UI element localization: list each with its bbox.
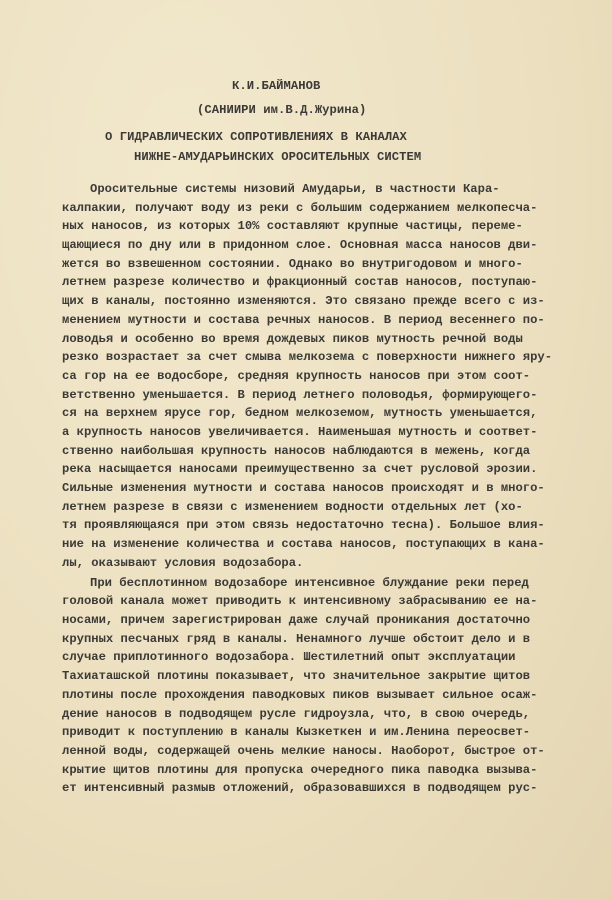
text-line: резко возрастает за счет смыва мелкозема с поверхности нижнего яру- [62, 350, 553, 365]
text-line: Сильные изменения мутности и состава наносов происходят и в много- [62, 481, 545, 495]
text-line: ся на верхнем ярусе гор, бедном мелкоземом, мутность уменьшается, [62, 406, 538, 421]
text-line: ет интенсивный размыв отложений, образовавшихся в подводящем рус- [62, 781, 538, 796]
text-line: щающиеся по дну или в придонном слое. Основная масса наносов дви- [62, 238, 538, 253]
text-line: ние на изменение количества и состава наносов, поступающих в кана- [62, 537, 545, 552]
document-body [62, 180, 552, 798]
text-line: са гор на ее водосборе, средняя крупность наносов при этом соот- [62, 368, 531, 383]
text-line: крупных песчаных гряд в каналы. Ненамного лучше обстоит дело и в [62, 631, 531, 646]
text-line: При бесплотинном водозаборе интенсивное блуждание реки перед [90, 575, 529, 590]
title-line-2: НИЖНЕ-АМУДАРЬИНСКИХ ОРОСИТЕЛЬНЫХ СИСТЕМ [134, 150, 422, 164]
text-line: летнем разрезе количество и фракционный состав наносов, поступаю- [62, 275, 538, 290]
author-affiliation: (САНИИРИ им.В.Д.Журина) [197, 103, 367, 117]
text-line: ных наносов, из которых 10% составляют крупные частицы, переме- [62, 219, 523, 234]
text-line: а крупность наносов увеличивается. Наименьшая мутность и соответ- [62, 424, 538, 439]
text-line: случае приплотинного водозабора. Шестилетний опыт эксплуатации [62, 650, 516, 665]
text-line: лы, оказывают условия водозабора. [62, 555, 304, 570]
text-line: крытие щитов плотины для пропуска очередного пика паводка вызыва- [62, 762, 538, 777]
text-line: носами, причем зарегистрирован даже случай проникания достаточно [62, 613, 531, 628]
text-line: Тахиаташской плотины показывает, что значительное закрытие щитов [62, 669, 531, 684]
text-line: плотины после прохождения паводковых пиков вызывает сильное осаж- [62, 687, 538, 702]
text-line: калпакии, получают воду из реки с большим содержанием мелкопесча- [62, 200, 538, 215]
author-name: К.И.БАЙМАНОВ [232, 79, 321, 93]
text-line: менением мутности и состава речных наносов. В период весеннего по- [62, 312, 545, 327]
text-line: щих в каналы, постоянно изменяются. Это связано прежде всего с из- [62, 294, 545, 309]
text-line: дение наносов в подводящем русле гидроузла, что, в свою очередь, [62, 706, 531, 721]
title-line-1: О ГИДРАВЛИЧЕСКИХ СОПРОТИВЛЕНИЯХ В КАНАЛАХ [105, 130, 407, 144]
text-line: приводит к поступлению в каналы Кызкеткен и им.Ленина переосвет- [62, 725, 531, 740]
text-line: головой канала может приводить к интенсивному забрасыванию ее на- [62, 594, 538, 609]
text-line: жется во взвешенном состоянии. Однако во внутригодовом и много- [62, 256, 523, 271]
text-line: ловодья и особенно во время дождевых пиков мутность речной воды [62, 331, 523, 346]
text-line: река насыщается наносами преимущественно за счет русловой эрозии. [62, 462, 538, 477]
paragraph [62, 574, 552, 798]
text-line: ленной воды, содержащей очень мелкие наносы. Наоборот, быстрое от- [62, 743, 545, 758]
paragraph [62, 180, 552, 572]
text-line: ветственно уменьшается. В период летнего половодья, формирующего- [62, 387, 538, 402]
text-line: тя проявляющаяся при этом связь недостаточно тесна). Большое влия- [62, 518, 545, 533]
text-line: летнем разрезе в связи с изменением водности отдельных лет (хо- [62, 499, 523, 514]
text-line: ственно наибольшая крупность наносов наблюдаются в межень, когда [62, 443, 531, 458]
text-line: Оросительные системы низовий Амударьи, в частности Кара- [90, 182, 500, 196]
